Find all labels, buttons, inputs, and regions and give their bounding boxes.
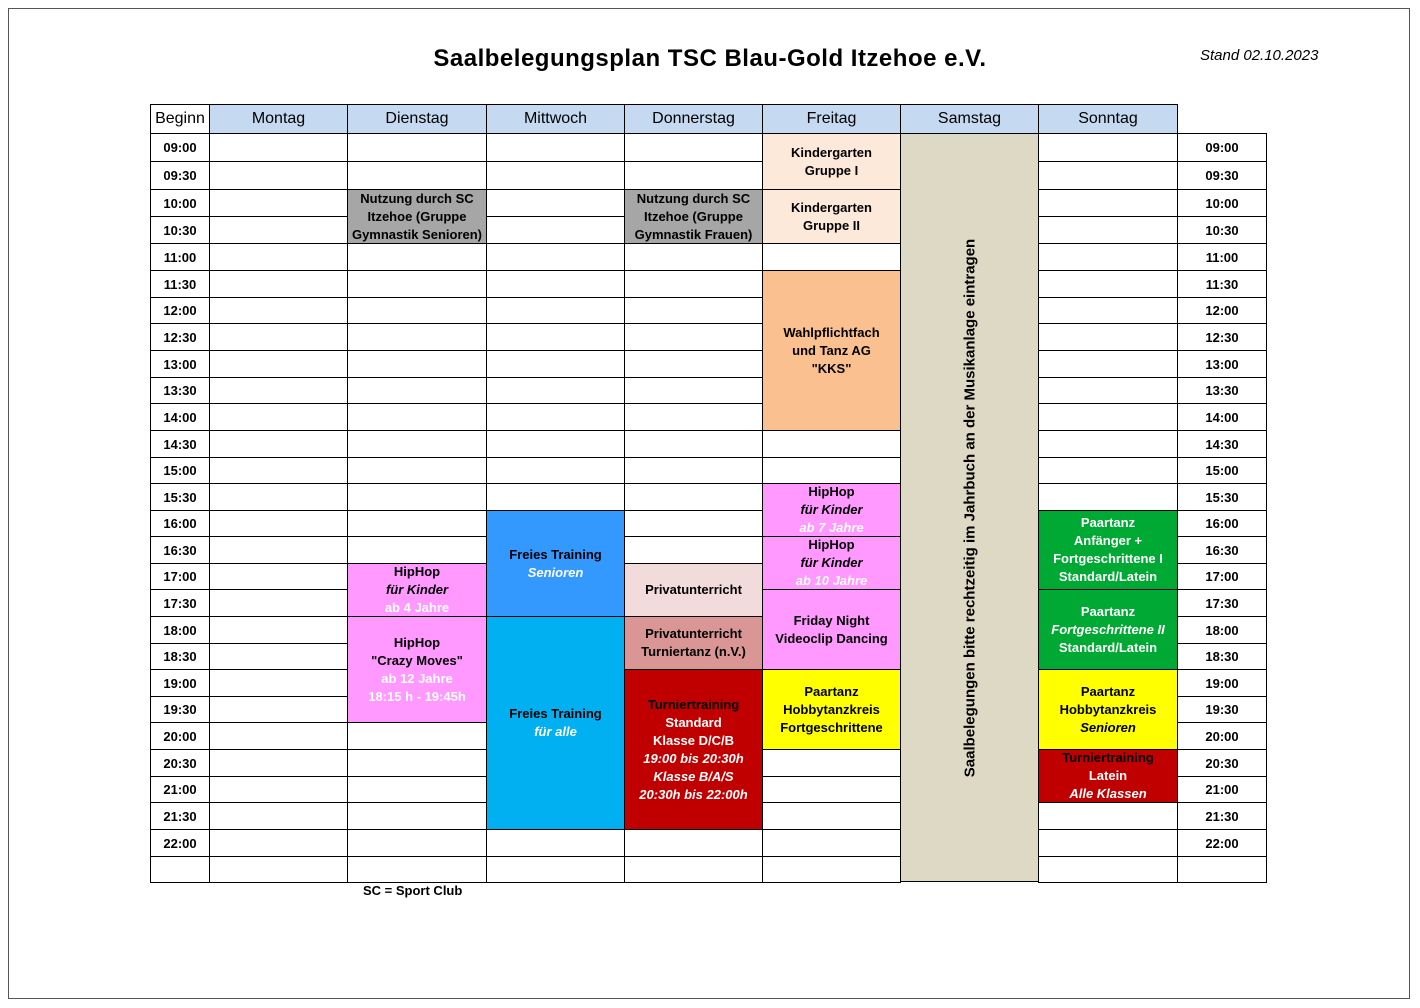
- schedule-cell: [486, 403, 625, 431]
- schedule-cell: [486, 856, 625, 883]
- header-day-samstag: Samstag: [900, 104, 1039, 134]
- schedule-cell: [347, 536, 487, 564]
- schedule-cell: [209, 776, 348, 803]
- schedule-cell: [209, 696, 348, 723]
- schedule-cell: [486, 430, 625, 458]
- block-sonntag-paartanz-fortgeschrittene-2: [1038, 589, 1178, 670]
- schedule-cell: [762, 776, 901, 803]
- footnote: SC = Sport Club: [363, 883, 463, 898]
- block-line: 18:15 h - 19:45h: [368, 688, 466, 704]
- schedule-cell: [486, 829, 625, 857]
- time-label-right: 21:00: [1177, 776, 1267, 803]
- time-label-right: 09:00: [1177, 133, 1267, 162]
- block-line: "Crazy Moves": [371, 652, 463, 668]
- schedule-cell: [209, 133, 348, 162]
- block-line: Turniertanz (n.V.): [641, 644, 746, 659]
- schedule-cell: [624, 161, 763, 190]
- schedule-cell: [209, 297, 348, 324]
- schedule-cell: [347, 403, 487, 431]
- schedule-cell: [624, 323, 763, 351]
- block-line: ab 4 Jahre: [384, 600, 450, 615]
- schedule-cell: [209, 563, 348, 590]
- block-freitag-paartanz-hobby: [762, 669, 901, 750]
- schedule-cell: [624, 377, 763, 404]
- schedule-cell: [1038, 430, 1178, 458]
- schedule-cell: [1038, 323, 1178, 351]
- time-label-left: 18:00: [150, 616, 210, 644]
- schedule-cell: [209, 510, 348, 537]
- schedule-cell: [762, 856, 901, 883]
- block-sonntag-turniertraining-latein: [1038, 749, 1178, 803]
- schedule-cell: [624, 483, 763, 511]
- time-label-right: 20:30: [1177, 749, 1267, 777]
- schedule-cell: [624, 536, 763, 564]
- schedule-cell: [1038, 243, 1178, 271]
- schedule-cell: [486, 457, 625, 484]
- time-label-right: 15:30: [1177, 483, 1267, 511]
- page-title: Saalbelegungsplan TSC Blau-Gold Itzehoe e.V.: [433, 45, 987, 72]
- stand-date: Stand 02.10.2023: [1200, 47, 1319, 64]
- schedule-cell: [347, 297, 487, 324]
- schedule-cell: [347, 377, 487, 404]
- block-line: Alle Klassen: [1069, 786, 1147, 801]
- schedule-cell: [486, 270, 625, 298]
- time-label-right: 13:00: [1177, 350, 1267, 378]
- header-day-sonntag: Sonntag: [1038, 104, 1178, 134]
- schedule-cell: [209, 616, 348, 644]
- schedule-cell: [486, 350, 625, 378]
- schedule-cell: [1038, 483, 1178, 511]
- time-label-left: 21:00: [150, 776, 210, 803]
- schedule-cell: [1038, 802, 1178, 830]
- schedule-cell: [1038, 457, 1178, 484]
- schedule-cell: [624, 350, 763, 378]
- block-line: Turniertraining: [647, 696, 740, 712]
- time-label-right: 09:30: [1177, 161, 1267, 190]
- block-line: Nutzung durch SC: [636, 190, 751, 206]
- block-line: für Kinder: [385, 582, 449, 597]
- schedule-cell: [209, 722, 348, 750]
- time-label-right: 11:30: [1177, 270, 1267, 298]
- schedule-cell: [347, 457, 487, 484]
- time-label-left: 15:00: [150, 457, 210, 484]
- block-line: Freies Training: [509, 706, 602, 721]
- block-line: Hobbytanzkreis: [783, 701, 880, 717]
- schedule-cell: [347, 350, 487, 378]
- time-label-left: 09:00: [150, 133, 210, 162]
- schedule-cell: [486, 483, 625, 511]
- block-line: Anfänger +: [1073, 533, 1143, 548]
- header-day-mittwoch: Mittwoch: [486, 104, 625, 134]
- schedule-cell: [486, 161, 625, 190]
- schedule-cell: [486, 323, 625, 351]
- schedule-cell: [624, 510, 763, 537]
- block-mittwoch-freies-training-alle: [486, 616, 625, 830]
- time-label-right: 16:00: [1177, 510, 1267, 537]
- schedule-cell: [624, 430, 763, 458]
- block-freitag-friday-night: [762, 589, 901, 670]
- block-line: Paartanz: [804, 683, 859, 699]
- schedule-cell: [209, 589, 348, 617]
- block-line: Standard/Latein: [1058, 639, 1158, 655]
- block-line: Itzehoe (Gruppe: [644, 208, 743, 224]
- block-line: 20:30h bis 22:00h: [639, 786, 748, 802]
- time-label-right: 10:00: [1177, 189, 1267, 217]
- block-mittwoch-freies-training-senioren: [486, 510, 625, 617]
- time-label-left: 18:30: [150, 643, 210, 670]
- schedule-cell: [209, 243, 348, 271]
- time-label-right: 15:00: [1177, 457, 1267, 484]
- time-label-right: 22:00: [1177, 829, 1267, 857]
- schedule-cell: [347, 776, 487, 803]
- schedule-cell: [209, 749, 348, 777]
- block-dienstag-hiphop-crazy-moves: [347, 616, 487, 723]
- block-donnerstag-privatunterricht: [624, 563, 763, 617]
- block-donnerstag-privatunterricht-turniertanz: [624, 616, 763, 670]
- time-label-left: 15:30: [150, 483, 210, 511]
- time-label-left: 19:00: [150, 669, 210, 697]
- block-line: für alle: [534, 724, 577, 739]
- schedule-cell: [209, 483, 348, 511]
- block-freitag-hiphop-kinder-7: [762, 483, 901, 537]
- block-dienstag-hiphop-kinder: [347, 563, 487, 617]
- time-label-left: 14:00: [150, 403, 210, 431]
- time-label-left: 12:00: [150, 297, 210, 324]
- time-label-right: 17:00: [1177, 563, 1267, 590]
- time-label-left: 19:30: [150, 696, 210, 723]
- schedule-cell: [1038, 377, 1178, 404]
- block-line: Latein: [1088, 768, 1128, 783]
- schedule-cell: [624, 297, 763, 324]
- schedule-cell: [347, 270, 487, 298]
- schedule-cell: [347, 133, 487, 162]
- block-line: "KKS": [811, 360, 852, 376]
- time-label-right: 18:00: [1177, 616, 1267, 644]
- schedule-cell: [762, 457, 901, 484]
- time-label-left: 11:30: [150, 270, 210, 298]
- block-line: für Kinder: [800, 502, 863, 517]
- schedule-cell: [347, 323, 487, 351]
- block-line: Gymnastik Senioren): [351, 226, 483, 242]
- time-label-left: 13:30: [150, 377, 210, 404]
- time-label-left: [150, 856, 210, 883]
- schedule-cell: [1038, 403, 1178, 431]
- schedule-cell: [486, 189, 625, 217]
- time-label-left: 09:30: [150, 161, 210, 190]
- block-line: für Kinder: [800, 555, 863, 570]
- block-sonntag-paartanz-anfaenger: [1038, 510, 1178, 590]
- block-sonntag-paartanz-senioren: [1038, 669, 1178, 750]
- time-label-left: 13:00: [150, 350, 210, 378]
- schedule-cell: [624, 457, 763, 484]
- block-line: HipHop: [393, 634, 441, 650]
- schedule-cell: [209, 403, 348, 431]
- schedule-cell: [1038, 216, 1178, 244]
- time-label-left: 17:30: [150, 589, 210, 617]
- block-line: Gymnastik Frauen): [634, 226, 753, 242]
- block-line: Paartanz: [1080, 515, 1136, 530]
- schedule-cell: [624, 856, 763, 883]
- block-line: Standard: [665, 714, 722, 730]
- schedule-cell: [762, 829, 901, 857]
- block-freitag-hiphop-kinder-10: [762, 536, 901, 590]
- schedule-cell: [486, 297, 625, 324]
- schedule-cell: [1038, 350, 1178, 378]
- header-day-freitag: Freitag: [762, 104, 901, 134]
- schedule-cell: [1038, 189, 1178, 217]
- block-line: Paartanz: [1080, 603, 1136, 619]
- time-label-left: 10:00: [150, 189, 210, 217]
- schedule-cell: [1038, 856, 1178, 883]
- time-label-left: 20:00: [150, 722, 210, 750]
- block-line: Kindergarten: [791, 199, 872, 215]
- block-line: Nutzung durch SC: [360, 190, 474, 206]
- schedule-cell: [209, 161, 348, 190]
- schedule-cell: [624, 829, 763, 857]
- block-line: Senioren: [527, 564, 584, 580]
- block-line: Wahlpflichtfach: [783, 324, 880, 340]
- schedule-cell: [1038, 297, 1178, 324]
- schedule-cell: [209, 270, 348, 298]
- time-label-left: 12:30: [150, 323, 210, 351]
- schedule-cell: [762, 802, 901, 830]
- time-label-left: 11:00: [150, 243, 210, 271]
- schedule-cell: [624, 270, 763, 298]
- time-label-right: 14:30: [1177, 430, 1267, 458]
- block-line: Privatunterricht: [645, 626, 742, 641]
- block-line: Kindergarten: [791, 144, 872, 160]
- time-label-left: 10:30: [150, 216, 210, 244]
- block-line: und Tanz AG: [792, 342, 871, 358]
- schedule-cell: [762, 749, 901, 777]
- schedule-cell: [209, 430, 348, 458]
- time-label-right: 12:00: [1177, 297, 1267, 324]
- block-line: Paartanz: [1080, 683, 1136, 699]
- schedule-cell: [486, 133, 625, 162]
- schedule-cell: [209, 536, 348, 564]
- block-line: ab 10 Jahre: [795, 573, 868, 588]
- schedule-cell: [762, 430, 901, 458]
- time-label-right: 21:30: [1177, 802, 1267, 830]
- schedule-cell: [347, 829, 487, 857]
- time-label-left: 16:30: [150, 536, 210, 564]
- time-label-right: 20:00: [1177, 722, 1267, 750]
- time-label-left: 22:00: [150, 829, 210, 857]
- block-line: Turniertraining: [1062, 750, 1154, 765]
- time-label-right: 11:00: [1177, 243, 1267, 271]
- schedule-cell: [209, 189, 348, 217]
- schedule-cell: [209, 669, 348, 697]
- time-label-left: 20:30: [150, 749, 210, 777]
- samstag-reserved-column: [900, 133, 1039, 882]
- samstag-note-text: Saalbelegungen bitte rechtzeitig im Jahrbuch an der Musikanlage eintragen: [961, 238, 978, 777]
- block-donnerstag-sc-gymnastik-frauen: [624, 189, 763, 244]
- time-label-right: 18:30: [1177, 643, 1267, 670]
- block-line: Gruppe I: [804, 162, 859, 178]
- block-line: ab 12 Jahre: [381, 670, 453, 686]
- schedule-cell: [209, 350, 348, 378]
- block-line: Itzehoe (Gruppe: [367, 208, 467, 224]
- block-line: Klasse B/A/S: [653, 768, 734, 784]
- time-label-right: 13:30: [1177, 377, 1267, 404]
- block-freitag-wahlpflichtfach: [762, 270, 901, 431]
- schedule-cell: [209, 323, 348, 351]
- schedule-cell: [624, 403, 763, 431]
- schedule-cell: [347, 856, 487, 883]
- schedule-cell: [1038, 829, 1178, 857]
- block-line: Klasse D/C/B: [653, 732, 734, 748]
- schedule-cell: [209, 643, 348, 670]
- schedule-cell: [209, 829, 348, 857]
- block-line: Fortgeschrittene I: [1053, 551, 1163, 566]
- time-label-right: 14:00: [1177, 403, 1267, 431]
- time-label-right: 17:30: [1177, 589, 1267, 617]
- schedule-cell: [347, 749, 487, 777]
- schedule-cell: [347, 510, 487, 537]
- block-freitag-kindergarten-gruppe-2: [762, 189, 901, 244]
- block-line: Freies Training: [509, 546, 602, 562]
- time-label-right: 19:00: [1177, 669, 1267, 697]
- schedule-cell: [624, 243, 763, 271]
- schedule-cell: [347, 722, 487, 750]
- block-line: Videoclip Dancing: [775, 630, 888, 646]
- schedule-cell: [209, 377, 348, 404]
- header-day-donnerstag: Donnerstag: [624, 104, 763, 134]
- header-day-montag: Montag: [209, 104, 348, 134]
- time-label-left: 16:00: [150, 510, 210, 537]
- header-day-dienstag: Dienstag: [347, 104, 487, 134]
- schedule-cell: [347, 483, 487, 511]
- block-line: Senioren: [1080, 719, 1136, 735]
- schedule-cell: [209, 856, 348, 883]
- block-line: HipHop: [808, 537, 855, 552]
- schedule-cell: [486, 243, 625, 271]
- schedule-cell: [209, 457, 348, 484]
- block-line: Gruppe II: [802, 217, 861, 233]
- time-label-right: 12:30: [1177, 323, 1267, 351]
- block-freitag-kindergarten-gruppe-1: [762, 133, 901, 190]
- block-line: HipHop: [808, 484, 855, 499]
- schedule-cell: [1038, 270, 1178, 298]
- block-line: HipHop: [393, 564, 441, 579]
- block-line: Fortgeschrittene: [780, 719, 883, 735]
- time-label-right: 16:30: [1177, 536, 1267, 564]
- block-line: Hobbytanzkreis: [1059, 701, 1157, 717]
- schedule-cell: [486, 377, 625, 404]
- time-label-left: 14:30: [150, 430, 210, 458]
- schedule-cell: [347, 161, 487, 190]
- schedule-cell: [209, 802, 348, 830]
- block-line: 19:00 bis 20:30h: [643, 750, 744, 766]
- time-label-left: 21:30: [150, 802, 210, 830]
- time-label-right: [1177, 856, 1267, 883]
- block-line: Friday Night: [793, 612, 870, 628]
- schedule-cell: [347, 243, 487, 271]
- schedule-cell: [486, 216, 625, 244]
- time-label-right: 10:30: [1177, 216, 1267, 244]
- schedule-cell: [347, 430, 487, 458]
- block-line: Fortgeschrittene II: [1051, 621, 1165, 637]
- block-line: Privatunterricht: [645, 582, 742, 597]
- schedule-cell: [347, 802, 487, 830]
- time-label-left: 17:00: [150, 563, 210, 590]
- schedule-cell: [762, 243, 901, 271]
- block-line: Standard/Latein: [1058, 569, 1158, 584]
- block-dienstag-sc-gymnastik-senioren: [347, 189, 487, 244]
- time-label-right: 19:30: [1177, 696, 1267, 723]
- header-beginn: Beginn: [150, 104, 210, 134]
- block-line: ab 7 Jahre: [799, 520, 864, 535]
- schedule-cell: [1038, 133, 1178, 162]
- schedule-cell: [209, 216, 348, 244]
- schedule-cell: [624, 133, 763, 162]
- schedule-cell: [1038, 161, 1178, 190]
- block-donnerstag-turniertraining-standard: [624, 669, 763, 830]
